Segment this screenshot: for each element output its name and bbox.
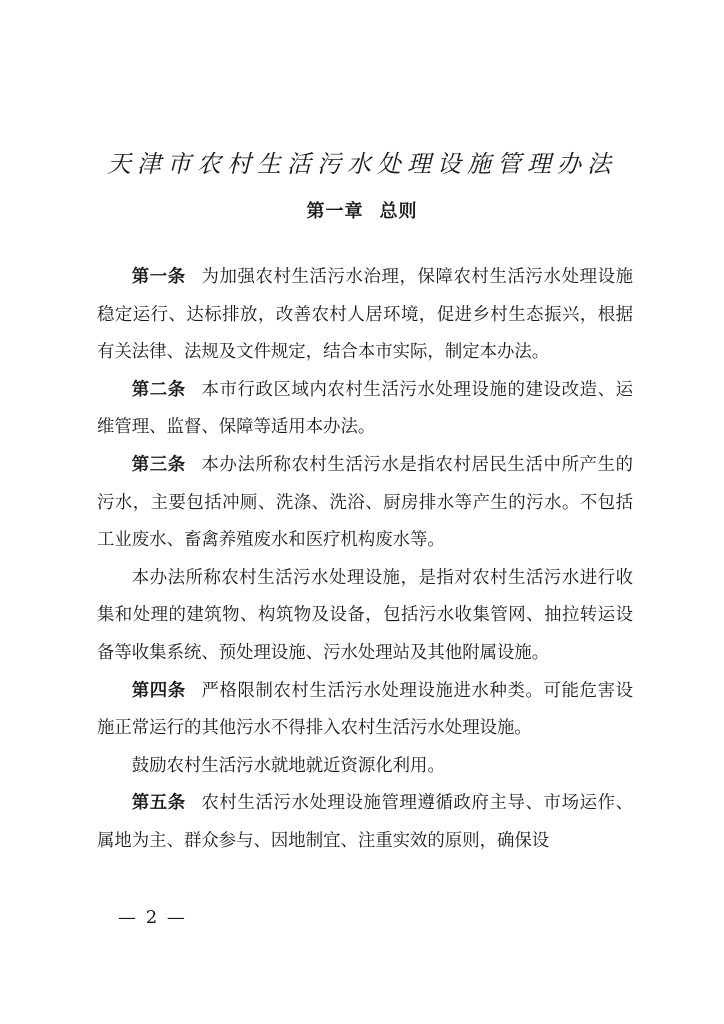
paragraph-article-2 — [97, 372, 633, 447]
chapter-name: 总则 — [379, 201, 418, 222]
paragraph-article-5 — [97, 785, 633, 860]
paragraph-article-4 — [97, 673, 633, 748]
paragraph-article-3 — [97, 447, 633, 560]
document-title: 天津市农村生活污水处理设施管理办法 — [107, 150, 617, 179]
paragraph-article-4-continued — [97, 748, 633, 786]
article-label: 第五条 — [131, 793, 186, 814]
article-label: 第一条 — [131, 267, 186, 287]
article-label: 第四条 — [131, 680, 186, 701]
page-number: — 2 — — [118, 907, 187, 928]
paragraph-text: 鼓励农村生活污水就地就近资源化利用。 — [131, 755, 445, 776]
document-body — [97, 259, 633, 861]
chapter-heading — [0, 199, 724, 225]
article-label: 第二条 — [131, 379, 186, 400]
paragraph-text: 严格限制农村生活污水处理设施进水种类。可能危害设施正常运行的其他污水不得排入农村生活污水处理设施。 — [97, 680, 633, 739]
paragraph-text: 本办法所称农村生活污水是指农村居民生活中所产生的污水，主要包括冲厕、洗涤、洗浴、厨房排水等产生的污水。不包括工业废水、畜禽养殖废水和医疗机构废水等。 — [97, 454, 633, 551]
paragraph-article-1 — [97, 259, 633, 372]
paragraph-text: 本市行政区域内农村生活污水处理设施的建设改造、运维管理、监督、保障等适用本办法。 — [97, 379, 633, 438]
paragraph-text: 本办法所称农村生活污水处理设施，是指对农村生活污水进行收集和处理的建筑物、构筑物及设备，包括污水收集管网、抽拉转运设备等收集系统、预处理设施、污水处理站及其他附属设施。 — [97, 567, 633, 663]
paragraph-text: 农村生活污水处理设施管理遵循政府主导、市场运作、属地为主、群众参与、因地制宜、注重实效的原则，确保设 — [97, 793, 633, 851]
article-label: 第三条 — [131, 454, 186, 475]
paragraph-article-3-continued — [97, 560, 633, 673]
chapter-number: 第一章 — [306, 201, 364, 222]
paragraph-text: 为加强农村生活污水治理，保障农村生活污水处理设施稳定运行、达标排放，改善农村人居环境，促进乡村生态振兴，根据有关法律、法规及文件规定，结合本市实际，制定本办法。 — [97, 267, 633, 363]
